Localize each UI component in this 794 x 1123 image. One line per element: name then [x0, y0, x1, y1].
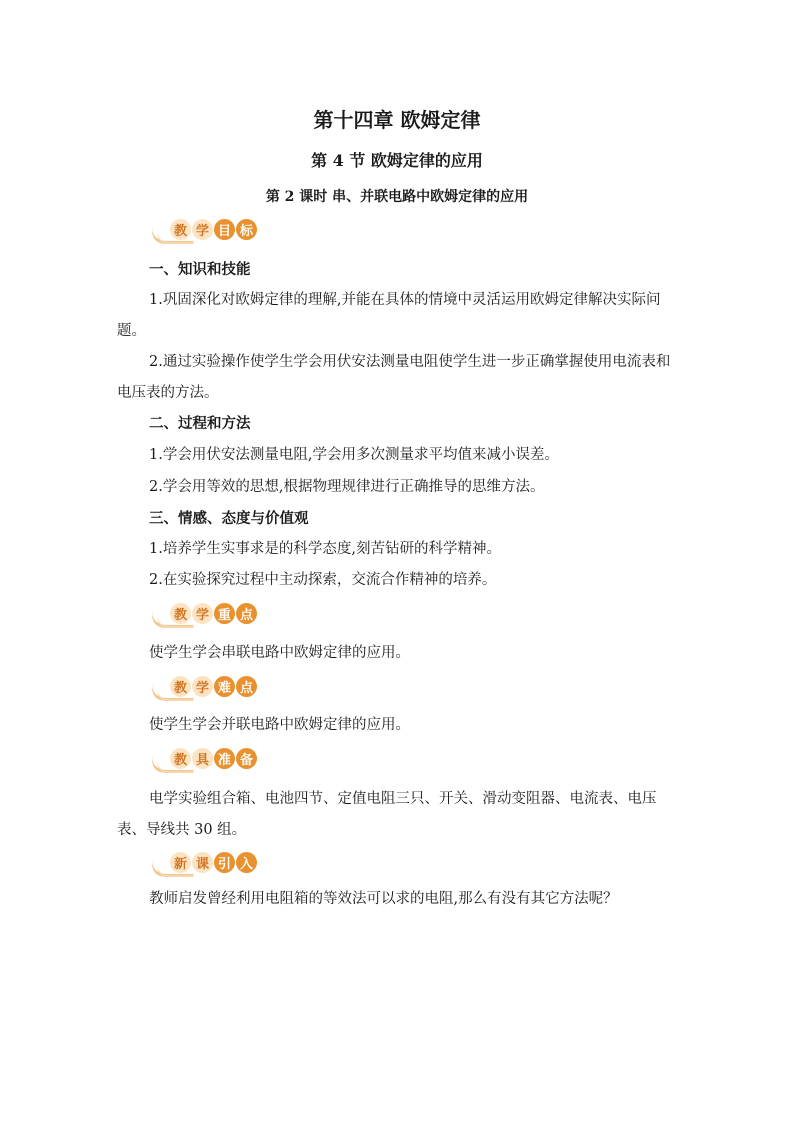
- badge-char: 学: [192, 676, 213, 697]
- badge-char: 难: [214, 676, 235, 697]
- badge-char: 学: [192, 603, 213, 624]
- heading-process-methods: 二、过程和方法: [149, 415, 251, 432]
- paragraph: 使学生学会串联电路中欧姆定律的应用。: [149, 645, 410, 661]
- paragraph: 1.培养学生实事求是的科学态度,刻苦钻研的科学精神。: [149, 541, 501, 557]
- badge-new-lesson-intro: [150, 849, 260, 877]
- badge-char: 课: [192, 852, 213, 873]
- paragraph: 电学实验组合箱、电池四节、定值电阻三只、开关、滑动变阻器、电流表、电压表、导线共 30 组。: [117, 791, 657, 838]
- paragraph: 1.巩固深化对欧姆定律的理解,并能在具体的情境中灵活运用欧姆定律解决实际问题。: [117, 292, 661, 339]
- badge-char: 点: [236, 603, 257, 624]
- paragraph: 2.学会用等效的思想,根据物理规律进行正确推导的思维方法。: [149, 479, 545, 495]
- badge-char: 引: [214, 852, 235, 873]
- paragraph: 1.学会用伏安法测量电阻,学会用多次测量求平均值来减小误差。: [149, 447, 559, 463]
- badge-char: 新: [170, 852, 191, 873]
- badge-char: 备: [236, 748, 257, 769]
- paragraph: 2.在实验探究过程中主动探索，交流合作精神的培养。: [149, 572, 497, 588]
- badge-char: 标: [236, 219, 257, 240]
- badge-teaching-tools: [150, 745, 260, 773]
- badge-teaching-goals: [150, 216, 260, 244]
- badge-key-points: [150, 600, 260, 628]
- badge-char: 学: [192, 219, 213, 240]
- badge-char: 教: [170, 676, 191, 697]
- badge-char: 具: [192, 748, 213, 769]
- badge-char: 点: [236, 676, 257, 697]
- badge-char: 目: [214, 219, 235, 240]
- badge-char: 准: [214, 748, 235, 769]
- heading-emotion-attitude: 三、情感、态度与价值观: [149, 510, 309, 527]
- section-title: 第 4 节 欧姆定律的应用: [311, 151, 483, 170]
- badge-difficult-points: [150, 673, 260, 701]
- badge-char: 入: [236, 852, 257, 873]
- lesson-title: 第 2 课时 串、并联电路中欧姆定律的应用: [265, 189, 529, 205]
- chapter-title: 第十四章 欧姆定律: [313, 108, 481, 132]
- badge-char: 教: [170, 748, 191, 769]
- badge-char: 教: [170, 603, 191, 624]
- paragraph: 2.通过实验操作使学生学会用伏安法测量电阻使学生进一步正确掌握使用电流表和电压表的方法。: [117, 354, 671, 401]
- badge-char: 教: [170, 219, 191, 240]
- paragraph: 教师启发曾经利用电阻箱的等效法可以求的电阻,那么有没有其它方法呢？: [149, 891, 618, 907]
- badge-char: 重: [214, 603, 235, 624]
- paragraph: 使学生学会并联电路中欧姆定律的应用。: [149, 717, 410, 733]
- heading-knowledge-skills: 一、知识和技能: [149, 261, 251, 278]
